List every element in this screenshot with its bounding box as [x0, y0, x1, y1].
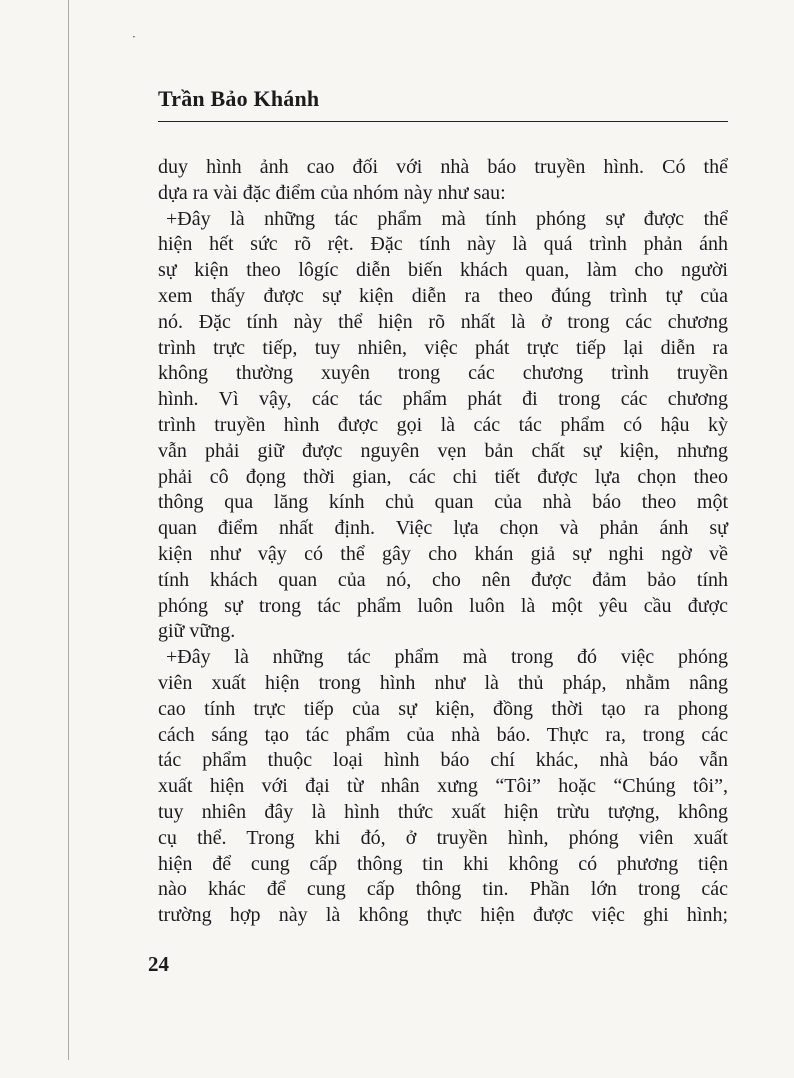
text-line: trường hợp này là không thực hiện được việc ghi hình;	[158, 904, 728, 927]
page-number: 24	[148, 952, 169, 976]
text-line: phóng sự trong tác phẩm luôn luôn là một yêu cầu được	[158, 594, 728, 617]
text-line: tính khách quan của nó, cho nên được đảm bảo tính	[158, 568, 728, 591]
text-line: xuất hiện với đại từ nhân xưng “Tôi” hoặc “Chúng tôi”,	[158, 775, 728, 798]
text-line: tuy nhiên đây là hình thức xuất hiện trừu tượng, không	[158, 800, 728, 823]
text-line: không thường xuyên trong các chương trình truyền	[158, 362, 728, 385]
text-line: quan điểm nhất định. Việc lựa chọn và phản ánh sự	[158, 517, 728, 540]
text-line: cao tính trực tiếp của sự kiện, đồng thời tạo ra phong	[158, 697, 728, 720]
text-line: xem thấy được sự kiện diễn ra theo đúng trình tự của	[158, 284, 728, 307]
text-line: trình trực tiếp, tuy nhiên, việc phát trực tiếp lại diễn ra	[158, 336, 728, 359]
text-line: sự kiện theo lôgíc diễn biến khách quan, làm cho người	[158, 259, 728, 282]
text-line: +Đây là những tác phẩm mà tính phóng sự được thể	[166, 207, 728, 230]
text-line: giữ vững.	[158, 620, 236, 643]
text-line: vẫn phải giữ được nguyên vẹn bản chất sự kiện, nhưng	[158, 439, 728, 462]
text-line: trình truyền hình được gọi là các tác phẩm có hậu kỳ	[158, 413, 728, 436]
text-line: kiện như vậy có thể gây cho khán giả sự nghi ngờ về	[158, 542, 728, 565]
text-line: cách sáng tạo tác phẩm của nhà báo. Thực ra, trong các	[158, 723, 728, 746]
text-line: viên xuất hiện trong hình như là thủ pháp, nhằm nâng	[158, 671, 728, 694]
text-line: duy hình ảnh cao đối với nhà báo truyền hình. Có thể	[158, 156, 728, 178]
scan-speck: ·	[132, 30, 136, 44]
text-line: hiện để cung cấp thông tin khi không có phương tiện	[158, 852, 728, 875]
text-line: tác phẩm thuộc loại hình báo chí khác, nhà báo vẫn	[158, 749, 728, 772]
text-line: +Đây là những tác phẩm mà trong đó việc phóng	[166, 646, 728, 669]
header-rule	[158, 121, 728, 122]
binding-edge-line	[68, 0, 69, 1060]
text-line: hình. Vì vậy, các tác phẩm phát đi trong các chương	[158, 388, 728, 411]
text-line: nó. Đặc tính này thể hiện rõ nhất là ở trong các chương	[158, 310, 728, 333]
text-line: dựa ra vài đặc điểm của nhóm này như sau:	[158, 181, 506, 204]
text-line: hiện hết sức rõ rệt. Đặc tính này là quá trình phản ánh	[158, 233, 728, 256]
running-header-author: Trần Bảo Khánh	[158, 86, 320, 111]
text-line: phải cô đọng thời gian, các chi tiết được lựa chọn theo	[158, 465, 728, 488]
text-line: nào khác để cung cấp thông tin. Phần lớn trong các	[158, 878, 728, 901]
text-line: thông qua lăng kính chủ quan của nhà báo theo một	[158, 491, 728, 514]
text-line: cụ thể. Trong khi đó, ở truyền hình, phóng viên xuất	[158, 826, 728, 849]
body-text	[158, 155, 728, 929]
